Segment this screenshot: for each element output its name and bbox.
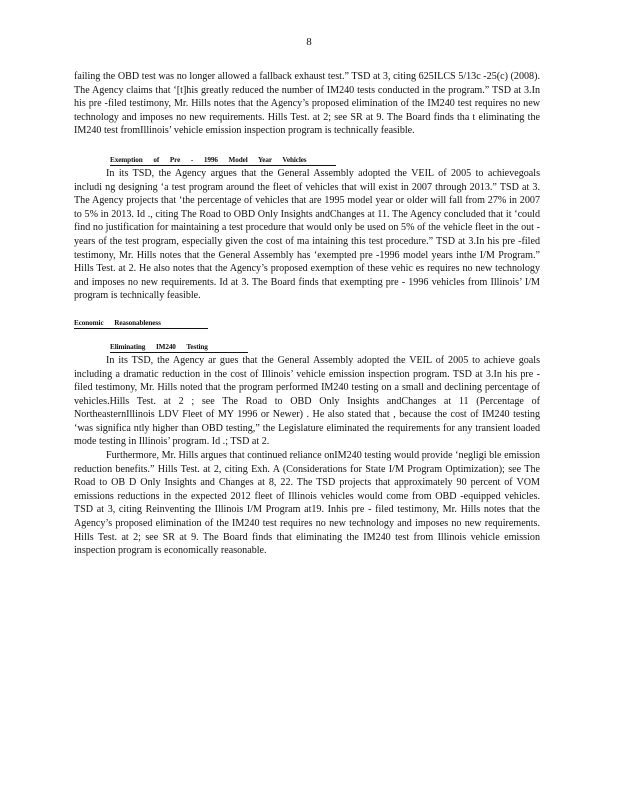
heading-exemption-pre-1996: Exemption of Pre - 1996 Model Year Vehicles (110, 156, 336, 166)
paragraph-exemption: In its TSD, the Agency argues that the General Assembly adopted the VEIL of 2005 to achievegoals includi ng designing ‘a test program around the fleet of vehicles that will exist in 2007 through 2013.” TSD at 3. The Agency projects that ‘the percentage of vehicles that are 1995 model year or older will fall from 27% in 2007 to 5% in 2013. Id ., citing The Road to OBD Only Insights andChanges at 11. The Agency concluded that it ‘could find no justification for maintaining a test procedure that would only be used on 5% of the vehicle fleet in the out -years of the test program, especially given the cost of ma intaining this test procedure.” TSD at 3.In his pre -filed testimony, Mr. Hills notes that the General Assembly has ‘exempted pre -1996 model years inthe I/M Program.” Hills Test. at 2. He also notes that the Agency’s proposed exemption of these vehic es requires no new technology and imposes no new requirements. Id at 3. The Board finds that exempting pre - 1996 vehicles from Illinois’ I/M program is technically feasible. (74, 167, 540, 302)
heading-economic-reasonableness: Economic Reasonableness (74, 319, 208, 329)
paragraph-cost-reduction: In its TSD, the Agency ar gues that the General Assembly adopted the VEIL of 2005 to achieve goals including a dramatic reduction in the cost of Illinois’ vehicle emission inspection program. TSD at 3.In his pre -filed testimony, Mr. Hills noted that the program performed IM240 testing on a small and declining percentage of vehicles.Hills Test. at 2 ; see The Road to OBD Only Insights andChanges at 11 (Percentage of NortheasternIllinois LDV Fleet of MY 1996 or Newer) . He also stated that , because the cost of IM240 testing ‘was significa ntly higher than OBD testing,” the Legislature eliminated the requirements for any transient loaded mode testing in Illinois’ program. Id .; TSD at 2. (74, 354, 540, 448)
paragraph-obd-fallback: failing the OBD test was no longer allowed a fallback exhaust test.” TSD at 3, citing 625ILCS 5/13c -25(c) (2008). The Agency claims that ‘[t]his greatly reduced the number of IM240 tests conducted in the program.” TSD at 3.In his pre -filed testimony, Mr. Hills notes that the Agency’s proposed elimination of the IM240 test requires no new technology and imposes no new requirements. Hills Test. at 2; see SR at 9. The Board finds tha t eliminating the IM240 test fromIllinois’ vehicle emission inspection program is technically feasible. (74, 71, 540, 137)
subheading-eliminating-im240: Eliminating IM240 Testing (110, 343, 248, 353)
document-body (74, 70, 540, 558)
page-number: 8 (306, 36, 312, 48)
paragraph-emission-benefits: Furthermore, Mr. Hills argues that continued reliance onIM240 testing would provide ‘negligi ble emission reduction benefits.” Hills Test. at 2, citing Exh. A (Considerations for State I/M Program Optimization); see The Road to OB D Only Insights and Changes at 8, 22. The TSD projects that approximately 90 percent of VOM emissions reductions in the expected 2012 fleet of Illinois vehicles would come from OBD -equipped vehicles. TSD at 3, citing Reinventing the Illinois I/M Program at19. Inhis pre - filed testimony, Mr. Hills notes that the Agency’s proposed elimination of the IM240 test requires no new technology and imposes no new requirements. Hills Test. at 2; see SR at 9. The Board finds that eliminating the IM240 test from Illinois vehicle emission inspection program is economically reasonable. (74, 450, 540, 557)
